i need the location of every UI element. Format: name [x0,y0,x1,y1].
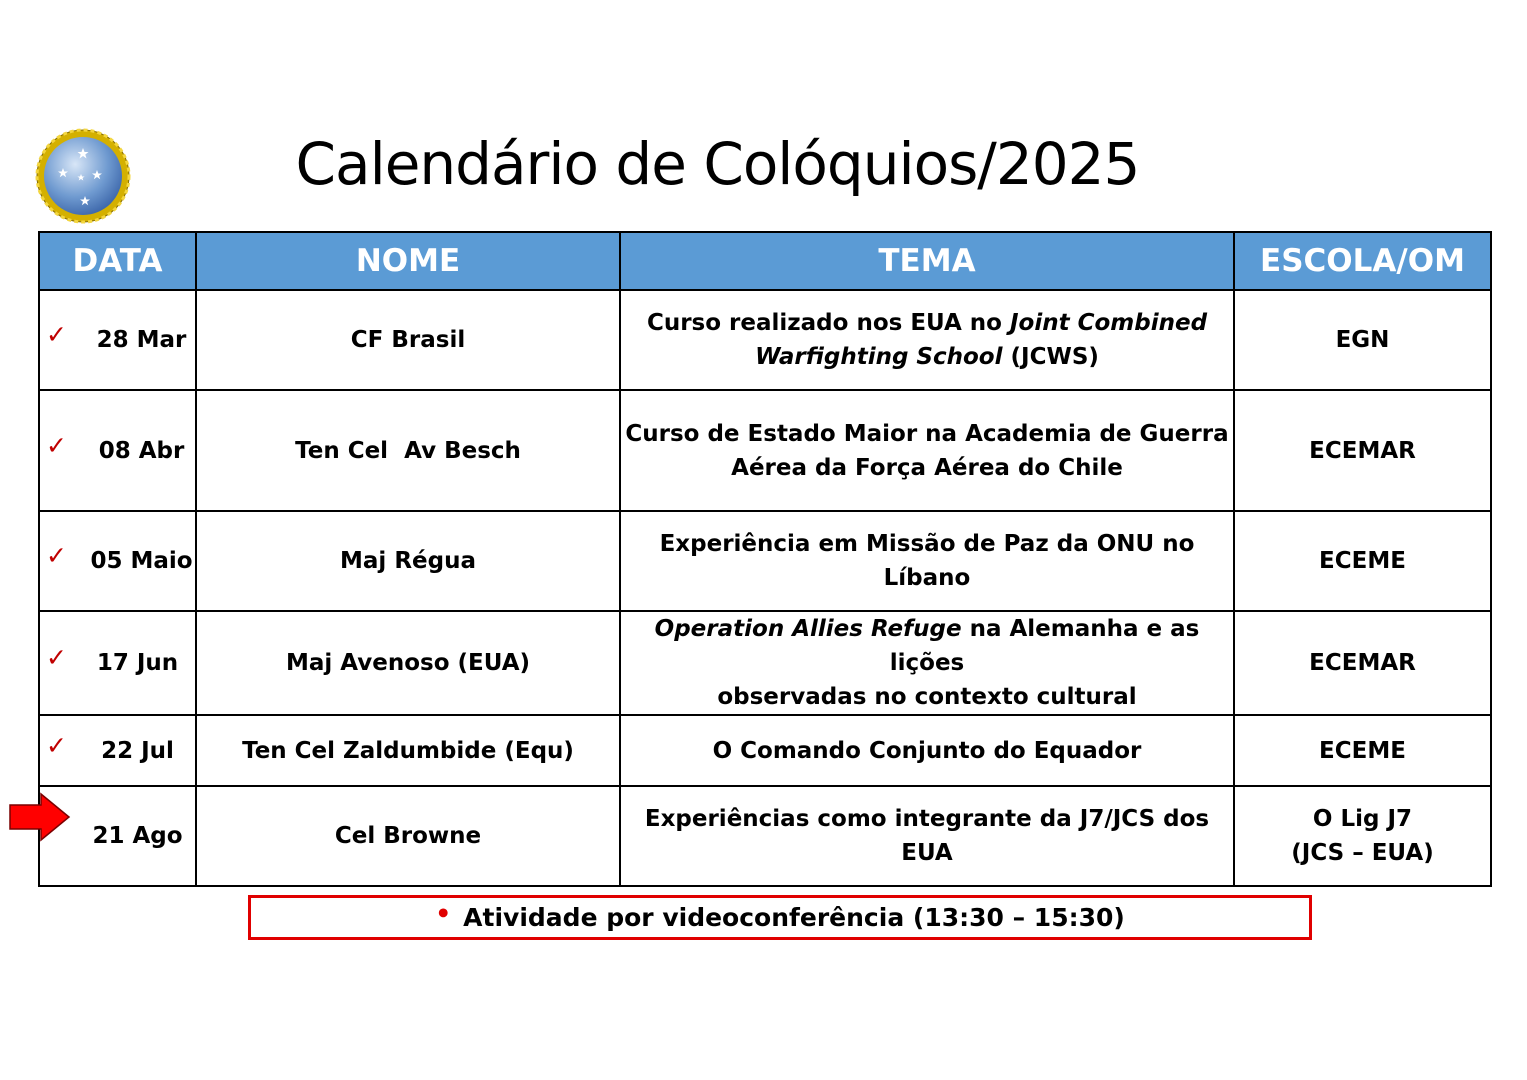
tema-cell [620,611,1234,715]
header-nome: NOME [196,232,620,290]
escola-cell: ECEME [1234,511,1491,611]
tema-cell: O Comando Conjunto do Equador [620,715,1234,786]
date-cell [39,511,196,611]
header-escola: ESCOLA/OM [1234,232,1491,290]
date-text: 08 Abr [98,437,185,464]
check-icon: ✓ [46,730,67,760]
date-text: 28 Mar [96,327,187,353]
check-icon: ✓ [46,643,67,672]
escola-cell [1234,786,1491,886]
bullet-icon: • [435,899,452,928]
name-cell [196,390,620,511]
tema-text: Curso realizado nos EUA no [646,310,1010,336]
date-cell [39,390,196,511]
name-cell: Maj Avenoso (EUA) [196,611,620,715]
table-header-row [39,232,1491,290]
date-text: 22 Jul [101,737,174,764]
tema-text: na Alemanha e as lições [889,616,1200,676]
tema-line: observadas no contexto cultural [717,684,1137,710]
date-text: 17 Jun [96,650,179,676]
header-data: DATA [39,232,196,290]
escola-cell: ECEME [1234,715,1491,786]
escola-cell: EGN [1234,290,1491,390]
escola-cell: ECEMAR [1234,611,1491,715]
table-row [39,715,1491,786]
table-row [39,290,1491,390]
check-icon: ✓ [46,430,67,460]
date-cell [39,611,196,715]
note-text: Atividade por videoconferência (13:30 – 15:30) [463,903,1125,932]
check-icon: ✓ [46,320,67,349]
name-cell: Maj Régua [196,511,620,611]
escola-cell: ECEMAR [1234,390,1491,511]
date-cell [39,715,196,786]
tema-cell [620,390,1234,511]
tema-text: (JCWS) [1002,344,1099,370]
tema-line: Aérea da Força Aérea do Chile [731,454,1123,481]
tema-cell: Experiência em Missão de Paz da ONU no Líbano [620,511,1234,611]
table-row [39,511,1491,611]
name-cell: CF Brasil [196,290,620,390]
table-row [39,611,1491,715]
table-row-current [39,786,1491,886]
escola-line: (JCS – EUA) [1291,840,1434,866]
name-cell: Cel Browne [196,786,620,886]
page-title: Calendário de Colóquios/2025 [295,130,1140,198]
check-icon: ✓ [46,541,67,570]
colloquium-schedule-table [38,231,1492,887]
right-arrow-icon [9,792,71,842]
table-row [39,390,1491,511]
tema-italic: Joint Combined Warfighting School [755,310,1208,370]
name-text: Ten Cel Av Besch [295,437,521,464]
escola-line: O Lig J7 [1312,806,1413,832]
name-cell: Ten Cel Zaldumbide (Equ) [196,715,620,786]
tema-cell [620,290,1234,390]
date-cell [39,290,196,390]
date-text: 05 Maio [90,548,193,574]
header-tema: TEMA [620,232,1234,290]
date-text: 21 Ago [92,823,183,849]
tema-cell: Experiências como integrante da J7/JCS dos EUA [620,786,1234,886]
tema-italic: Operation Allies Refuge [654,616,962,642]
videoconference-note [248,895,1312,940]
tema-line: Curso de Estado Maior na Academia de Guerra [625,420,1229,447]
